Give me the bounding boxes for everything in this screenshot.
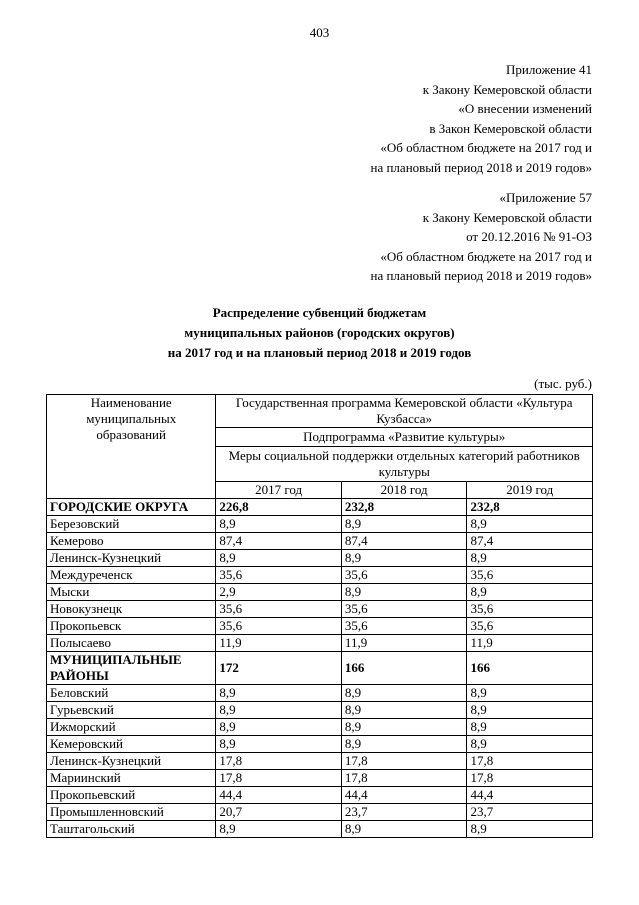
row-value-2017: 44,4	[216, 787, 342, 804]
row-value-2017: 11,9	[216, 635, 342, 652]
table-row	[47, 601, 593, 618]
row-value-2018: 8,9	[341, 516, 467, 533]
row-value-2018: 44,4	[341, 787, 467, 804]
table-header	[47, 395, 593, 499]
appendix-41-line: «Об областном бюджете на 2017 год и	[380, 140, 592, 156]
row-name-cell: Полысаево	[47, 635, 216, 652]
row-name-cell: Беловский	[47, 685, 216, 702]
row-value-2017: 17,8	[216, 753, 342, 770]
table-row	[47, 516, 593, 533]
row-value-2019: 8,9	[467, 584, 593, 601]
row-name-cell: Кемерово	[47, 533, 216, 550]
table-body	[47, 499, 593, 838]
appendix-41-line: в Закон Кемеровской области	[429, 120, 592, 136]
table-row	[47, 618, 593, 635]
row-value-2017: 8,9	[216, 516, 342, 533]
row-value-2018: 166	[341, 652, 467, 685]
header-subprogram: Подпрограмма «Развитие культуры»	[216, 428, 593, 447]
row-value-2018: 17,8	[341, 770, 467, 787]
row-value-2019: 35,6	[467, 567, 593, 584]
row-name-cell: Березовский	[47, 516, 216, 533]
row-value-2019: 8,9	[467, 685, 593, 702]
row-name-cell: Ленинск-Кузнецкий	[47, 550, 216, 567]
row-value-2019: 35,6	[467, 618, 593, 635]
row-value-2017: 8,9	[216, 550, 342, 567]
row-value-2019: 8,9	[467, 736, 593, 753]
row-name-cell: Гурьевский	[47, 702, 216, 719]
row-value-2017: 87,4	[216, 533, 342, 550]
row-value-2017: 8,9	[216, 702, 342, 719]
table-row	[47, 567, 593, 584]
row-value-2019: 87,4	[467, 533, 593, 550]
row-value-2018: 8,9	[341, 584, 467, 601]
table-row	[47, 635, 593, 652]
table-row	[47, 584, 593, 601]
appendix-41-header	[371, 60, 593, 178]
appendix-57-line: на плановый период 2018 и 2019 годов»	[370, 268, 592, 284]
row-name-cell: Прокопьевский	[47, 787, 216, 804]
row-value-2018: 35,6	[341, 601, 467, 618]
row-name-cell: МУНИЦИПАЛЬНЫЕ РАЙОНЫ	[47, 652, 216, 685]
row-name-cell: Ижморский	[47, 719, 216, 736]
row-name-cell: Новокузнецк	[47, 601, 216, 618]
row-value-2018: 8,9	[341, 821, 467, 838]
table-total-row	[47, 652, 593, 685]
row-value-2019: 232,8	[467, 499, 593, 516]
title-line: муниципальных районов (городских округов)	[184, 325, 455, 340]
appendix-57-line: «Об областном бюджете на 2017 год и	[380, 248, 592, 264]
table-row	[47, 702, 593, 719]
header-year-2018: 2018 год	[341, 482, 467, 499]
row-value-2017: 35,6	[216, 567, 342, 584]
row-value-2018: 8,9	[341, 550, 467, 567]
row-value-2018: 23,7	[341, 804, 467, 821]
row-value-2017: 8,9	[216, 821, 342, 838]
row-value-2019: 8,9	[467, 719, 593, 736]
appendix-41-line: на плановый период 2018 и 2019 годов»	[370, 159, 592, 175]
table-row	[47, 770, 593, 787]
table-total-row	[47, 499, 593, 516]
appendix-41-line: к Закону Кемеровской области	[422, 81, 592, 97]
row-value-2018: 8,9	[341, 736, 467, 753]
appendix-57-header	[371, 188, 593, 286]
table-row	[47, 719, 593, 736]
row-value-2017: 8,9	[216, 719, 342, 736]
row-value-2019: 17,8	[467, 753, 593, 770]
row-name-cell: Таштагольский	[47, 821, 216, 838]
table-row	[47, 787, 593, 804]
table-row	[47, 804, 593, 821]
row-value-2017: 2,9	[216, 584, 342, 601]
row-value-2017: 8,9	[216, 685, 342, 702]
row-value-2018: 17,8	[341, 753, 467, 770]
page-number: 403	[309, 25, 330, 40]
row-value-2017: 35,6	[216, 601, 342, 618]
row-value-2018: 232,8	[341, 499, 467, 516]
row-value-2018: 8,9	[341, 685, 467, 702]
appendix-57-line: от 20.12.2016 № 91-ОЗ	[466, 229, 592, 245]
row-value-2019: 8,9	[467, 702, 593, 719]
row-value-2018: 8,9	[341, 702, 467, 719]
row-name-cell: Ленинск-Кузнецкий	[47, 753, 216, 770]
table-row	[47, 533, 593, 550]
header-name-column: Наименование муниципальных образований	[47, 395, 216, 499]
appendix-41-line: Приложение 41	[505, 62, 592, 77]
header-year-2017: 2017 год	[216, 482, 342, 499]
title-line: Распределение субвенций бюджетам	[212, 305, 427, 320]
document-title	[0, 303, 639, 363]
header-program: Государственная программа Кемеровской области «Культура Кузбасса»	[216, 395, 593, 428]
row-value-2018: 8,9	[341, 719, 467, 736]
row-name-cell: Прокопьевск	[47, 618, 216, 635]
row-value-2017: 172	[216, 652, 342, 685]
row-name-cell: Мариинский	[47, 770, 216, 787]
row-value-2019: 17,8	[467, 770, 593, 787]
subsidy-table	[46, 394, 593, 838]
appendix-41-line: «О внесении изменений	[458, 101, 592, 117]
title-line: на 2017 год и на плановый период 2018 и 2019 годов	[167, 345, 472, 360]
row-name-cell: Междуреченск	[47, 567, 216, 584]
row-value-2019: 8,9	[467, 550, 593, 567]
row-name-cell: Кемеровский	[47, 736, 216, 753]
table-row	[47, 685, 593, 702]
row-value-2017: 17,8	[216, 770, 342, 787]
row-value-2018: 35,6	[341, 567, 467, 584]
row-name-cell: ГОРОДСКИЕ ОКРУГА	[47, 499, 216, 516]
row-value-2017: 226,8	[216, 499, 342, 516]
table-row	[47, 821, 593, 838]
units-label: (тыс. руб.)	[534, 376, 592, 391]
table-row	[47, 736, 593, 753]
row-value-2017: 8,9	[216, 736, 342, 753]
row-value-2019: 166	[467, 652, 593, 685]
row-name-cell: Промышленновский	[47, 804, 216, 821]
row-value-2019: 11,9	[467, 635, 593, 652]
row-value-2018: 87,4	[341, 533, 467, 550]
row-value-2019: 35,6	[467, 601, 593, 618]
table-row	[47, 753, 593, 770]
table-row	[47, 550, 593, 567]
row-value-2019: 23,7	[467, 804, 593, 821]
row-value-2017: 20,7	[216, 804, 342, 821]
row-name-cell: Мыски	[47, 584, 216, 601]
appendix-57-line: «Приложение 57	[499, 190, 592, 205]
row-value-2019: 8,9	[467, 821, 593, 838]
row-value-2018: 11,9	[341, 635, 467, 652]
header-year-2019: 2019 год	[467, 482, 593, 499]
row-value-2018: 35,6	[341, 618, 467, 635]
row-value-2019: 44,4	[467, 787, 593, 804]
row-value-2019: 8,9	[467, 516, 593, 533]
header-measure: Меры социальной поддержки отдельных категорий работников культуры	[216, 447, 593, 482]
appendix-57-line: к Закону Кемеровской области	[422, 209, 592, 225]
row-value-2017: 35,6	[216, 618, 342, 635]
